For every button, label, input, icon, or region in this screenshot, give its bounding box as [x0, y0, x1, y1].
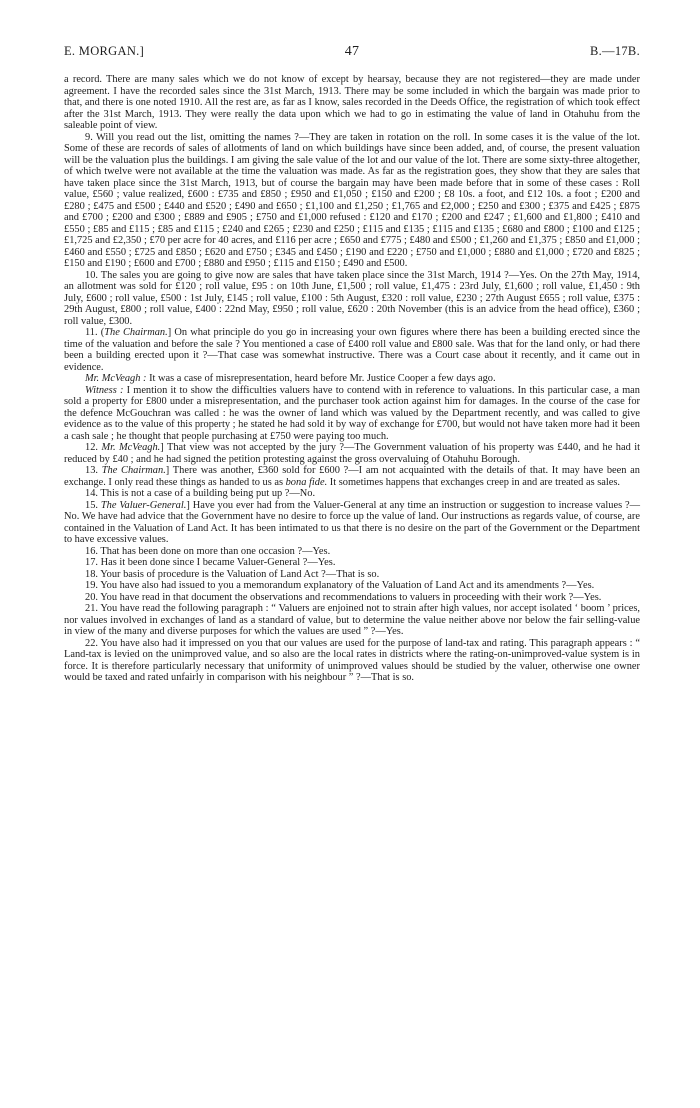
- speaker-label: Mr. McVeagh.: [101, 442, 161, 453]
- paragraph-mcveagh-remark: Mr. McVeagh : It was a case of misrepresentation, heard before Mr. Justice Cooper a few days ago.: [85, 373, 496, 384]
- paragraph-q18: 18. Your basis of procedure is the Valuation of Land Act ?—That is so.: [85, 568, 380, 580]
- speaker-label: Mr. McVeagh :: [85, 373, 147, 384]
- paragraph-q9: 9. Will you read out the list, omitting the names ?—They are taken in rotation on the roll. In some cases it is the value of the lot. Some of these are records of sales of allotments of land on which buildings have since been added, and, of course, the present valuation will be the valuation plus the buildings. I am giving the sale value of the lot and our value of the lot. There are some sixty-three altogether, of which twelve were not available at the time the valuation was made. As far as the registration goes, they show that they are sales that have taken place since the 31st March, 1913, but of course the bargain may have been made before that in some of these cases : Roll value, £560 ; value realized, £600 : £735 and £850 ; £950 and £1,050 ; £150 and £200 ; £8 10s. a foot, and £12 10s. a foot ; £200 and £280 ; £475 and £500 ; £440 and £520 ; £490 and £650 ; £1,100 and £1,250 ; £1,765 and £2,000 ; £250 and £300 ; £375 and £425 ; £875 and £700 ; £200 and £300 ; £889 and £905 ; £750 and £1,000 refused : £120 and £170 ; £200 and £247 ; £1,600 and £1,800 ; £410 and £550 ; £85 and £115 ; £85 and £115 ; £240 and £265 ; £230 and £250 ; £115 and £135 ; £115 and £135 ; £680 and £800 ; £100 and £125 ; £1,725 and £2,350 ; £70 per acre for 40 acres, and £116 per acre ; £650 and £775 ; £480 and £500 ; £1,260 and £1,375 ; £850 and £1,000 ; £460 and £550 ; £725 and £850 ; £620 and £750 ; £345 and £450 ; £190 and £220 ; £750 and £1,000 ; £880 and £1,000 ; £720 and £825 ; £150 and £190 ; £600 and £700 ; £880 and £950 ; £115 and £150 ; £490 and £500.: [64, 131, 640, 269]
- paragraph-q14: 14. This is not a case of a building being put up ?—No.: [85, 488, 316, 499]
- paragraph-q17: 17. Has it been done since I became Valuer-General ?—Yes.: [85, 557, 336, 568]
- speaker-label: The Chairman.: [104, 327, 168, 338]
- paragraph-q11: 11. (The Chairman.] On what principle do you go in increasing your own figures where there has been a building erected since the time of the valuation and before the sale ? You mentioned a case of £400 roll value and £800 sale. Was that for the land only, or had there been a building erected upon it ?—That case was somewhat instructive. There was a Court case about it recently, and it came out in evidence.: [64, 327, 640, 373]
- document-body: [64, 74, 640, 684]
- running-header: [64, 44, 640, 62]
- document-reference: B.—17B.: [589, 44, 640, 58]
- latin-phrase: bona fide.: [285, 476, 328, 488]
- header-witness-name: E. MORGAN.]: [64, 44, 145, 58]
- paragraph-q12: 12. Mr. McVeagh.] That view was not accepted by the jury ?—The Government valuation of his property was £440, and he had it reduced by £40 ; and he had signed the petition protesting against the gross overvaluing of Otahuhu Borough.: [64, 442, 640, 465]
- paragraph-q16: 16. That has been done on more than one occasion ?—Yes.: [85, 545, 331, 557]
- paragraph-q21: 21. You have read the following paragraph : “ Valuers are enjoined not to strain after high values, nor accept isolated ‘ boom ’ prices, nor values involved in exchanges of land as a standard of value, but to determine the value neither above nor below the fair selling-value in view of the many and diverse purposes for which the values are used ” ?—Yes.: [64, 603, 640, 637]
- paragraph-witness-remark: Witness : I mention it to show the difficulties valuers have to contend with in reference to valuations. In this particular case, a man sold a property for £800 under a misrepresentation, and the purchaser took action against him for damages. In the course of the case for the defence McGouchran was called : he was the owner of land which was valued by the Department recently, and was called to give evidence as to the value of this property ; he stated he had sold it by way of exchange for £700, but would not have taken more had it been a cash sale ; he thought that people purchasing at £750 were paying too much.: [64, 384, 640, 442]
- speaker-label: The Chairman.: [101, 465, 166, 476]
- paragraph-q15: 15. The Valuer-General.] Have you ever had from the Valuer-General at any time an instruction or suggestion to increase values ?—No. We have had advice that the Government have no desire to force up the value of land. Our instructions as regards value, of course, are contained in the Valuation of Land Act. It has been intimated to us that there is no desire on the part of the Government or the Department to have excessive values.: [64, 499, 640, 545]
- page-number: 47: [344, 44, 360, 59]
- paragraph-q19: 19. You have also had issued to you a memorandum explanatory of the Valuation of Land Act and its amendments ?—Yes.: [85, 580, 595, 591]
- paragraph-q20: 20. You have read in that document the observations and recommendations to valuers in proceeding with their work ?—Yes.: [85, 591, 602, 603]
- speaker-label: Witness :: [85, 384, 124, 396]
- paragraph-1: a record. There are many sales which we do not know of except by hearsay, because they are not registered—they are made under agreement. I have the recorded sales since the 31st March, 1913. There may be some included in which the bargain was made prior to that, and there is one noted 1910. All the rest are, as far as I know, sales recorded in the Deeds Office, the registration of which took effect after the 31st March, 1913. They were really the data upon which we had to go in estimating the value of land in Otahuhu from the saleable point of view.: [64, 74, 640, 131]
- paragraph-q13: 13. The Chairman.] There was another, £360 sold for £600 ?—I am not acquainted with the details of that. It may have been an exchange. I only read these things as handed to us as bona fide. It sometimes happens that exchanges creep in and are treated as sales.: [64, 465, 640, 488]
- speaker-label: The Valuer-General.: [100, 499, 187, 511]
- paragraph-q10: 10. The sales you are going to give now are sales that have taken place since the 31st March, 1914 ?—Yes. On the 27th May, 1914, an allotment was sold for £120 ; roll value, £95 : on 10th June, £1,500 ; roll value, £1,475 : 23rd July, £1,600 ; roll value, £1,450 : 9th July, £600 ; roll value, £500 : 1st July, £145 ; roll value, £100 : 5th August, £320 : roll value, £230 ; 27th August £655 ; roll value, £375 : 29th August, £800 ; roll value, £400 : 22nd May, £950 ; roll value, £620 : 20th November (this is an advice from the head office), £360 ; roll value, £300.: [64, 269, 640, 327]
- paragraph-q22: 22. You have also had it impressed on you that our values are used for the purpose of land-tax and rating. This paragraph appears : “ Land-tax is levied on the unimproved value, and so also are the local rates in districts where the rating-on-unimproved-value system is in force. It is therefore particularly necessary that uniformity of unimproved values should be studied by the valuer, otherwise one owner would be taxed and rated unfairly in comparison with his neighbour ” ?—That is so.: [64, 637, 640, 683]
